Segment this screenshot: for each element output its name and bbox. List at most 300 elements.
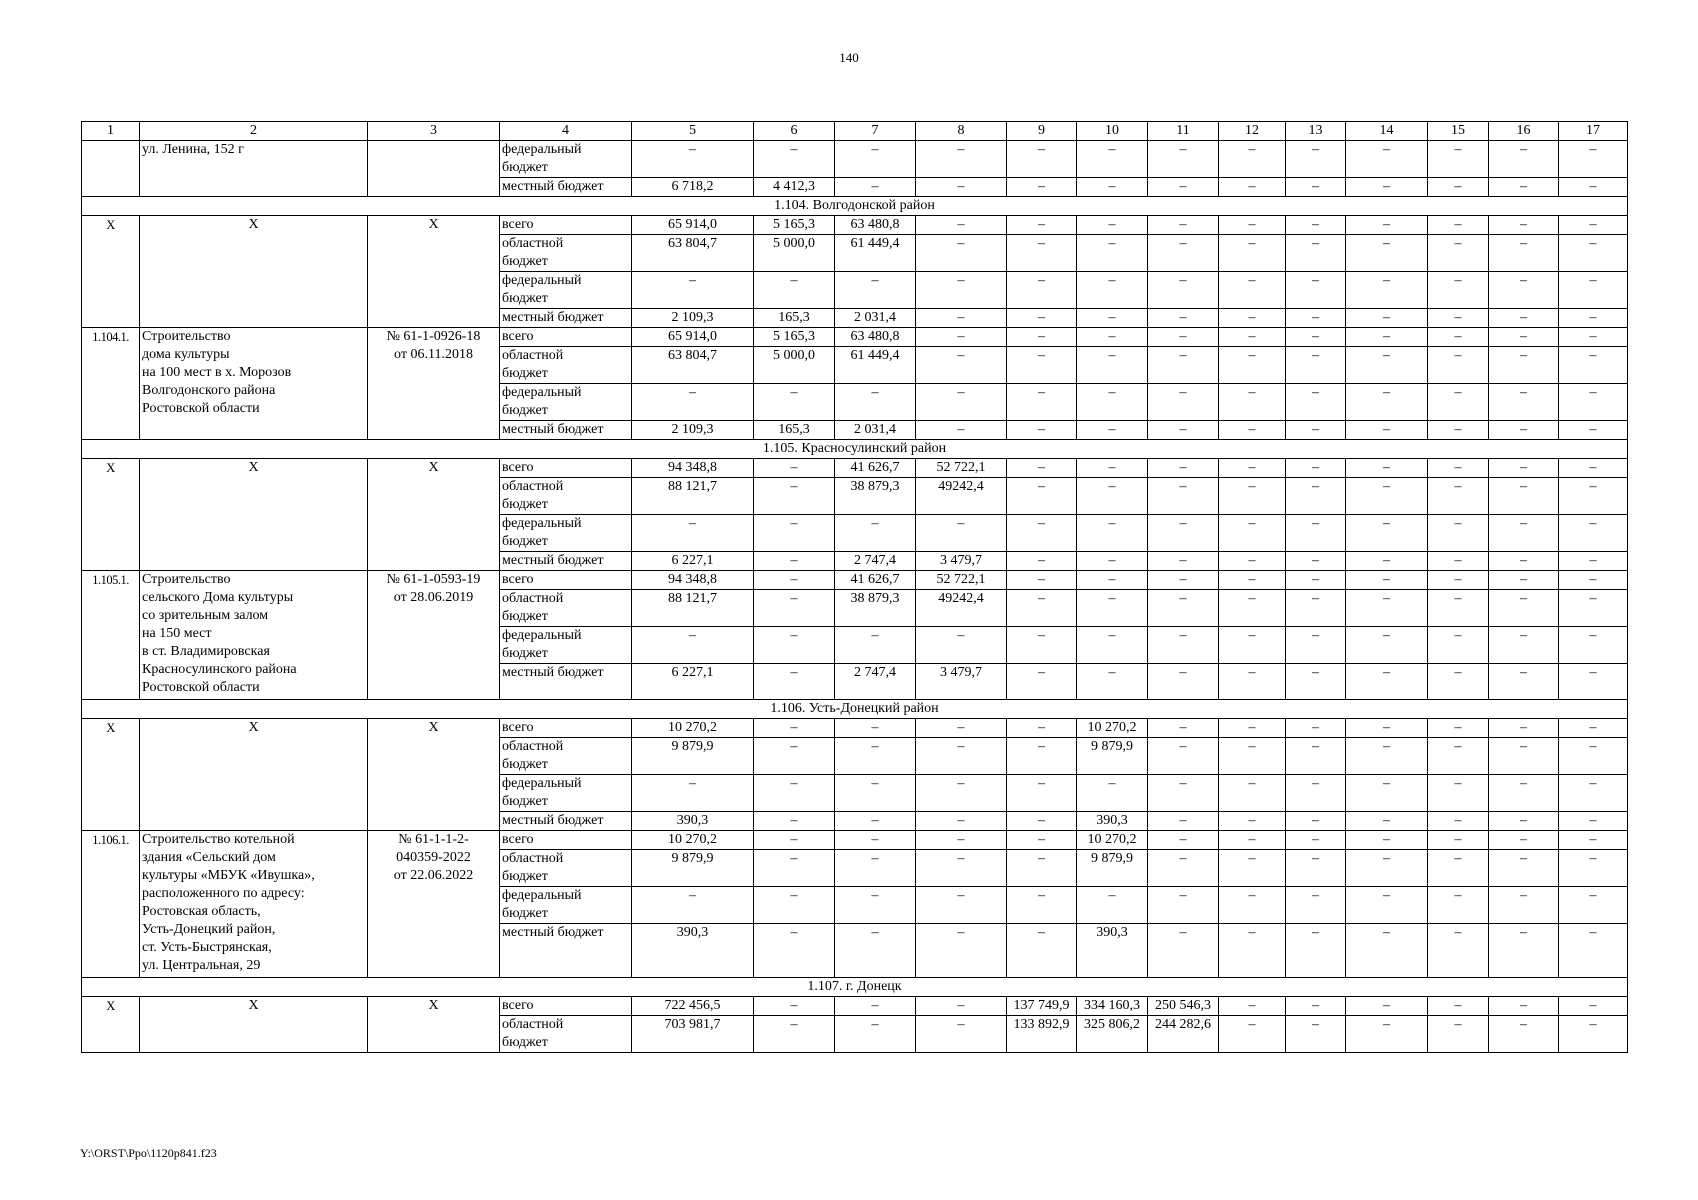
funding-source-line: областной — [502, 348, 564, 363]
amount-cell: 63 480,8 — [835, 216, 916, 235]
amount-cell: 2 109,3 — [632, 309, 754, 328]
amount-cell: – — [1148, 216, 1219, 235]
amount-cell: – — [1489, 664, 1559, 700]
amount-cell: – — [754, 459, 835, 478]
funding-source-label — [500, 478, 632, 515]
amount-cell: – — [1559, 309, 1628, 328]
amount-cell: – — [754, 384, 835, 421]
amount-cell: – — [1428, 421, 1489, 440]
amount-cell: – — [754, 850, 835, 887]
column-number-header: 11 — [1148, 122, 1219, 141]
amount-cell: – — [1286, 459, 1346, 478]
amount-cell: – — [1489, 850, 1559, 887]
amount-cell: – — [1148, 719, 1219, 738]
amount-cell: – — [1428, 272, 1489, 309]
funding-source-label — [500, 664, 632, 700]
amount-cell: – — [1428, 775, 1489, 812]
amount-cell: – — [916, 421, 1007, 440]
amount-cell: – — [835, 775, 916, 812]
amount-cell: – — [1489, 590, 1559, 627]
column-number-header: 13 — [1286, 122, 1346, 141]
amount-cell: 94 348,8 — [632, 571, 754, 590]
funding-source-line: всего — [502, 460, 534, 475]
funding-source-line: бюджет — [502, 366, 548, 381]
amount-cell: – — [916, 1016, 1007, 1053]
amount-cell: – — [754, 831, 835, 850]
amount-cell: – — [1286, 719, 1346, 738]
funding-source-line: местный бюджет — [502, 925, 604, 940]
amount-cell: – — [1428, 571, 1489, 590]
amount-cell: – — [1346, 141, 1428, 178]
object-name — [140, 831, 368, 978]
amount-cell: – — [1148, 421, 1219, 440]
object-name-line: Усть-Донецкий район, — [142, 922, 276, 937]
amount-cell: – — [1007, 850, 1077, 887]
expertise-line: 040359-2022 — [396, 850, 471, 865]
amount-cell: – — [1219, 738, 1286, 775]
amount-cell: – — [1559, 384, 1628, 421]
funding-source-line: федеральный — [502, 888, 582, 903]
amount-cell: – — [632, 775, 754, 812]
funding-source-line: местный бюджет — [502, 813, 604, 828]
amount-cell: – — [1286, 571, 1346, 590]
amount-cell: – — [1559, 216, 1628, 235]
amount-cell: – — [1007, 831, 1077, 850]
amount-cell: – — [1286, 515, 1346, 552]
section-row — [82, 978, 1628, 997]
amount-cell: – — [1148, 235, 1219, 272]
amount-cell: 49242,4 — [916, 590, 1007, 627]
amount-cell: 390,3 — [632, 924, 754, 978]
object-name-line: Ростовской области — [142, 680, 260, 695]
object-name-line: ул. Ленина, 152 г — [142, 142, 244, 157]
amount-cell: 52 722,1 — [916, 571, 1007, 590]
amount-cell: 6 718,2 — [632, 178, 754, 197]
budget-row — [82, 571, 1628, 590]
funding-source-label — [500, 421, 632, 440]
amount-cell: – — [1286, 272, 1346, 309]
column-number-header: 15 — [1428, 122, 1489, 141]
amount-cell: – — [1219, 627, 1286, 664]
amount-cell: – — [916, 812, 1007, 831]
amount-cell: – — [1346, 347, 1428, 384]
amount-cell: 63 804,7 — [632, 235, 754, 272]
funding-source-label — [500, 831, 632, 850]
amount-cell: – — [1428, 887, 1489, 924]
expertise-conclusion — [368, 328, 500, 440]
amount-cell: – — [1077, 328, 1148, 347]
funding-source-line: бюджет — [502, 869, 548, 884]
amount-cell: – — [1077, 664, 1148, 700]
amount-cell: – — [1219, 1016, 1286, 1053]
amount-cell: – — [1489, 515, 1559, 552]
amount-cell: – — [1489, 997, 1559, 1016]
amount-cell: 65 914,0 — [632, 328, 754, 347]
amount-cell: – — [1489, 478, 1559, 515]
amount-cell: 94 348,8 — [632, 459, 754, 478]
amount-cell: – — [1007, 235, 1077, 272]
amount-cell: – — [1286, 1016, 1346, 1053]
column-number-header: 2 — [140, 122, 368, 141]
amount-cell: – — [835, 178, 916, 197]
amount-cell: – — [1286, 552, 1346, 571]
amount-cell: – — [1559, 571, 1628, 590]
object-name-line: Ростовской области — [142, 401, 260, 416]
funding-source-line: всего — [502, 572, 534, 587]
expertise-line: Х — [428, 460, 439, 475]
funding-source-label — [500, 627, 632, 664]
funding-source-label — [500, 178, 632, 197]
amount-cell: – — [1346, 571, 1428, 590]
item-number: Х — [82, 719, 140, 831]
amount-cell: – — [1559, 887, 1628, 924]
amount-cell: – — [1346, 478, 1428, 515]
amount-cell: – — [754, 1016, 835, 1053]
amount-cell: 61 449,4 — [835, 235, 916, 272]
amount-cell: 9 879,9 — [1077, 850, 1148, 887]
column-number-header: 12 — [1219, 122, 1286, 141]
amount-cell: – — [1219, 478, 1286, 515]
column-number-header: 4 — [500, 122, 632, 141]
amount-cell: – — [1428, 590, 1489, 627]
amount-cell: – — [1077, 178, 1148, 197]
amount-cell: – — [1346, 924, 1428, 978]
funding-source-label — [500, 997, 632, 1016]
amount-cell: – — [1219, 571, 1286, 590]
amount-cell: – — [754, 590, 835, 627]
funding-source-label — [500, 328, 632, 347]
amount-cell: – — [1559, 347, 1628, 384]
amount-cell: – — [835, 997, 916, 1016]
amount-cell: – — [1219, 831, 1286, 850]
amount-cell: – — [1148, 590, 1219, 627]
amount-cell: 334 160,3 — [1077, 997, 1148, 1016]
funding-source-line: областной — [502, 236, 564, 251]
amount-cell: – — [916, 997, 1007, 1016]
amount-cell: – — [1007, 552, 1077, 571]
amount-cell: – — [1219, 850, 1286, 887]
amount-cell: – — [1148, 887, 1219, 924]
amount-cell: – — [1489, 738, 1559, 775]
amount-cell: 5 165,3 — [754, 328, 835, 347]
expertise-conclusion — [368, 997, 500, 1053]
amount-cell: – — [1219, 328, 1286, 347]
amount-cell: – — [1219, 590, 1286, 627]
item-number: Х — [82, 216, 140, 328]
amount-cell: 9 879,9 — [632, 850, 754, 887]
amount-cell: – — [835, 1016, 916, 1053]
amount-cell: – — [1346, 515, 1428, 552]
amount-cell: – — [1559, 627, 1628, 664]
amount-cell: – — [835, 515, 916, 552]
amount-cell: 4 412,3 — [754, 178, 835, 197]
amount-cell: 3 479,7 — [916, 552, 1007, 571]
amount-cell: – — [1286, 384, 1346, 421]
amount-cell: – — [1219, 309, 1286, 328]
amount-cell: – — [1148, 459, 1219, 478]
funding-source-line: федеральный — [502, 142, 582, 157]
amount-cell: – — [1489, 887, 1559, 924]
amount-cell: – — [1489, 552, 1559, 571]
amount-cell: – — [1428, 1016, 1489, 1053]
object-name-line: Х — [248, 460, 259, 475]
amount-cell: – — [835, 627, 916, 664]
amount-cell: – — [1428, 328, 1489, 347]
amount-cell: – — [1077, 552, 1148, 571]
amount-cell: – — [754, 478, 835, 515]
amount-cell: 2 031,4 — [835, 309, 916, 328]
funding-source-line: федеральный — [502, 776, 582, 791]
amount-cell: – — [1286, 216, 1346, 235]
amount-cell: – — [835, 738, 916, 775]
amount-cell: – — [1489, 812, 1559, 831]
object-name-line: на 100 мест в х. Морозов — [142, 365, 292, 380]
amount-cell: – — [916, 775, 1007, 812]
amount-cell: – — [916, 235, 1007, 272]
amount-cell: – — [1489, 924, 1559, 978]
object-name-line: Х — [248, 217, 259, 232]
amount-cell: 2 109,3 — [632, 421, 754, 440]
item-number: Х — [82, 459, 140, 571]
amount-cell: – — [1077, 141, 1148, 178]
amount-cell: – — [1428, 812, 1489, 831]
amount-cell: – — [1148, 328, 1219, 347]
amount-cell: – — [1007, 738, 1077, 775]
funding-source-label — [500, 812, 632, 831]
amount-cell: 390,3 — [632, 812, 754, 831]
amount-cell: – — [1428, 627, 1489, 664]
amount-cell: – — [1559, 738, 1628, 775]
column-number-header: 5 — [632, 122, 754, 141]
budget-row — [82, 141, 1628, 178]
amount-cell: – — [1489, 775, 1559, 812]
section-row — [82, 700, 1628, 719]
amount-cell: 63 480,8 — [835, 328, 916, 347]
object-name-line: Ростовская область, — [142, 904, 261, 919]
funding-source-line: бюджет — [502, 534, 548, 549]
budget-table — [81, 121, 1628, 1053]
amount-cell: – — [835, 887, 916, 924]
amount-cell: – — [1346, 831, 1428, 850]
amount-cell: 41 626,7 — [835, 571, 916, 590]
amount-cell: – — [1007, 384, 1077, 421]
funding-source-label — [500, 141, 632, 178]
amount-cell: – — [1286, 178, 1346, 197]
amount-cell: – — [1007, 719, 1077, 738]
amount-cell: – — [1346, 887, 1428, 924]
amount-cell: – — [1489, 1016, 1559, 1053]
amount-cell: – — [1007, 664, 1077, 700]
section-row — [82, 197, 1628, 216]
column-number-header: 16 — [1489, 122, 1559, 141]
amount-cell: – — [1286, 738, 1346, 775]
amount-cell: – — [754, 515, 835, 552]
amount-cell: – — [1346, 552, 1428, 571]
amount-cell: – — [916, 178, 1007, 197]
expertise-line: от 28.06.2019 — [393, 590, 474, 605]
object-name-line: на 150 мест — [142, 626, 212, 641]
amount-cell: – — [1007, 478, 1077, 515]
amount-cell: 703 981,7 — [632, 1016, 754, 1053]
funding-source-line: местный бюджет — [502, 310, 604, 325]
amount-cell: – — [1007, 309, 1077, 328]
expertise-conclusion — [368, 216, 500, 328]
amount-cell: – — [1148, 515, 1219, 552]
amount-cell: – — [916, 272, 1007, 309]
amount-cell: – — [1428, 235, 1489, 272]
amount-cell: – — [632, 627, 754, 664]
object-name-line: дома культуры — [142, 347, 230, 362]
funding-source-line: местный бюджет — [502, 179, 604, 194]
amount-cell: – — [916, 887, 1007, 924]
amount-cell: – — [1346, 384, 1428, 421]
object-name-line: Х — [248, 720, 259, 735]
amount-cell: – — [916, 738, 1007, 775]
amount-cell: – — [1148, 141, 1219, 178]
amount-cell: – — [1428, 478, 1489, 515]
funding-source-line: бюджет — [502, 757, 548, 772]
amount-cell: 10 270,2 — [632, 831, 754, 850]
amount-cell: – — [1489, 571, 1559, 590]
amount-cell: – — [754, 627, 835, 664]
object-name-line: культуры «МБУК «Ивушка», — [142, 868, 315, 883]
amount-cell: – — [835, 924, 916, 978]
funding-source-line: бюджет — [502, 403, 548, 418]
amount-cell: – — [632, 384, 754, 421]
amount-cell: – — [1428, 309, 1489, 328]
amount-cell: – — [1559, 421, 1628, 440]
amount-cell: – — [1007, 178, 1077, 197]
amount-cell: – — [1346, 775, 1428, 812]
amount-cell: – — [1286, 309, 1346, 328]
column-number-header: 10 — [1077, 122, 1148, 141]
amount-cell: – — [1559, 831, 1628, 850]
amount-cell: – — [1077, 347, 1148, 384]
amount-cell: – — [1428, 738, 1489, 775]
amount-cell: – — [916, 384, 1007, 421]
item-number: 1.106.1. — [82, 831, 140, 978]
budget-row — [82, 719, 1628, 738]
amount-cell: 10 270,2 — [1077, 719, 1148, 738]
amount-cell: – — [1007, 775, 1077, 812]
amount-cell: – — [1428, 552, 1489, 571]
amount-cell: – — [1346, 664, 1428, 700]
amount-cell: 2 747,4 — [835, 552, 916, 571]
amount-cell: 63 804,7 — [632, 347, 754, 384]
expertise-line: от 06.11.2018 — [394, 347, 473, 362]
object-name — [140, 997, 368, 1053]
amount-cell: – — [1007, 141, 1077, 178]
amount-cell: – — [1286, 997, 1346, 1016]
funding-source-line: бюджет — [502, 1035, 548, 1050]
object-name — [140, 459, 368, 571]
amount-cell: – — [1286, 328, 1346, 347]
amount-cell: – — [1077, 887, 1148, 924]
expertise-conclusion — [368, 571, 500, 700]
column-number-header: 3 — [368, 122, 500, 141]
amount-cell: 41 626,7 — [835, 459, 916, 478]
amount-cell: – — [1148, 850, 1219, 887]
section-title: 1.106. Усть-Донецкий район — [82, 700, 1628, 719]
object-name — [140, 216, 368, 328]
amount-cell: – — [1286, 478, 1346, 515]
amount-cell: – — [1077, 459, 1148, 478]
amount-cell: – — [1077, 590, 1148, 627]
amount-cell: – — [916, 515, 1007, 552]
amount-cell: 2 747,4 — [835, 664, 916, 700]
amount-cell: – — [1559, 141, 1628, 178]
amount-cell: – — [1559, 1016, 1628, 1053]
amount-cell: – — [835, 272, 916, 309]
amount-cell: – — [1219, 459, 1286, 478]
amount-cell: – — [1148, 272, 1219, 309]
funding-source-label — [500, 571, 632, 590]
amount-cell: – — [1219, 664, 1286, 700]
expertise-conclusion — [368, 719, 500, 831]
amount-cell: 325 806,2 — [1077, 1016, 1148, 1053]
amount-cell: 137 749,9 — [1007, 997, 1077, 1016]
object-name-line: ст. Усть-Быстрянская, — [142, 940, 272, 955]
funding-source-label — [500, 924, 632, 978]
amount-cell: – — [1346, 850, 1428, 887]
expertise-conclusion — [368, 141, 500, 197]
amount-cell: – — [1489, 235, 1559, 272]
amount-cell: – — [1428, 216, 1489, 235]
amount-cell: 390,3 — [1077, 924, 1148, 978]
amount-cell: – — [754, 738, 835, 775]
amount-cell: – — [1346, 719, 1428, 738]
amount-cell: – — [1346, 459, 1428, 478]
amount-cell: – — [1286, 887, 1346, 924]
amount-cell: – — [1286, 850, 1346, 887]
expertise-line: Х — [428, 720, 439, 735]
funding-source-line: бюджет — [502, 794, 548, 809]
amount-cell: – — [1148, 478, 1219, 515]
amount-cell: – — [1007, 590, 1077, 627]
amount-cell: – — [1286, 627, 1346, 664]
amount-cell: – — [1346, 272, 1428, 309]
amount-cell: 49242,4 — [916, 478, 1007, 515]
object-name-line: Красносулинского района — [142, 662, 297, 677]
file-path-footer: Y:\ORST\Ppo\1120p841.f23 — [80, 1146, 217, 1160]
funding-source-line: бюджет — [502, 609, 548, 624]
amount-cell: – — [1428, 459, 1489, 478]
amount-cell: – — [1219, 272, 1286, 309]
funding-source-line: областной — [502, 1017, 564, 1032]
amount-cell: – — [1559, 775, 1628, 812]
amount-cell: – — [632, 272, 754, 309]
amount-cell: – — [1007, 571, 1077, 590]
amount-cell: – — [1286, 664, 1346, 700]
amount-cell: – — [1219, 812, 1286, 831]
funding-source-line: федеральный — [502, 628, 582, 643]
funding-source-label — [500, 235, 632, 272]
amount-cell: – — [632, 887, 754, 924]
object-name-line: Строительство — [142, 329, 231, 344]
funding-source-line: местный бюджет — [502, 553, 604, 568]
section-row — [82, 440, 1628, 459]
expertise-line: Х — [428, 217, 439, 232]
amount-cell: 5 000,0 — [754, 235, 835, 272]
amount-cell: – — [835, 812, 916, 831]
amount-cell: – — [835, 141, 916, 178]
column-number-header: 6 — [754, 122, 835, 141]
budget-row — [82, 459, 1628, 478]
funding-source-line: федеральный — [502, 273, 582, 288]
funding-source-label — [500, 552, 632, 571]
object-name-line: Строительство котельной — [142, 832, 295, 847]
amount-cell: – — [1489, 328, 1559, 347]
